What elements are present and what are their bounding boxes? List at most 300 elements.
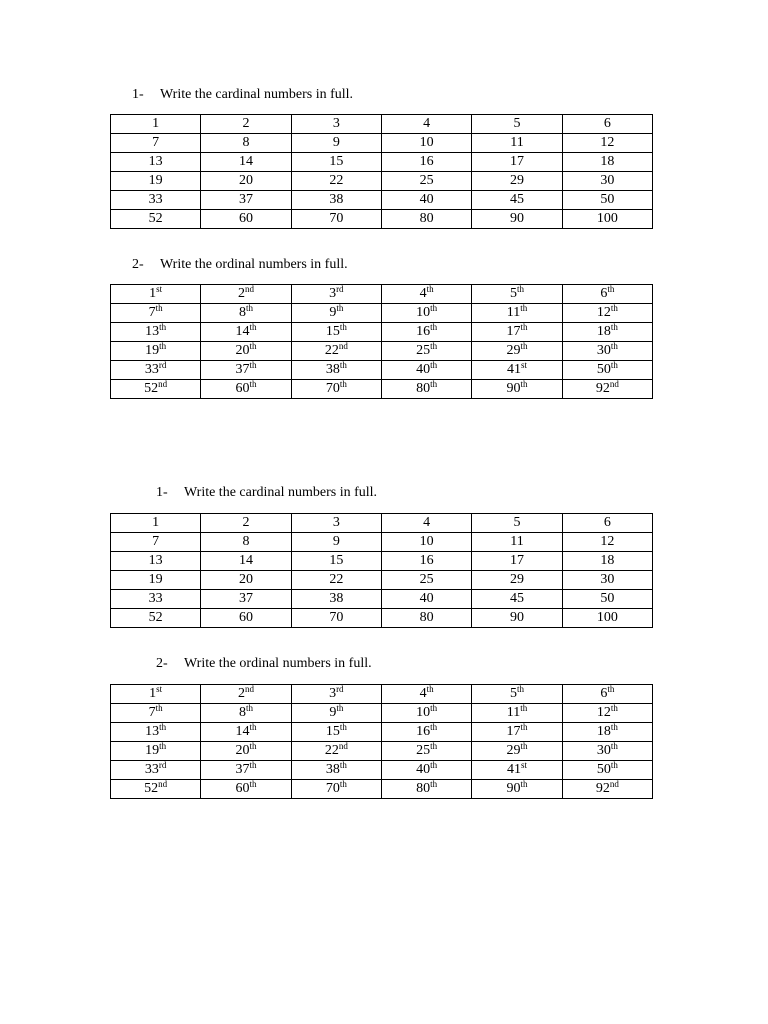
cell-number: 20 <box>235 343 250 358</box>
cell-number: 7 <box>152 135 160 150</box>
table-cell <box>111 210 201 229</box>
cell-number: 13 <box>148 553 163 568</box>
cell-number: 5 <box>509 686 517 701</box>
cell-number: 18 <box>600 154 615 169</box>
cell-number: 33 <box>144 362 159 377</box>
table-cell <box>472 304 562 323</box>
table-cell <box>562 191 652 210</box>
table-cell <box>381 704 471 723</box>
table-cell <box>291 514 381 533</box>
cell-number: 1 <box>149 286 157 301</box>
table-cell <box>201 304 291 323</box>
cell-number: 29 <box>506 343 521 358</box>
table-cell <box>381 609 471 628</box>
ordinal-suffix: th <box>249 360 257 370</box>
ordinal-suffix: th <box>159 741 167 751</box>
cell-number: 50 <box>596 762 611 777</box>
cell-number: 9 <box>332 534 340 549</box>
cell-number: 70 <box>325 781 340 796</box>
cell-number: 17 <box>509 154 524 169</box>
table-cell <box>201 780 291 799</box>
cell-number: 11 <box>510 135 524 150</box>
ordinal-suffix: rd <box>336 684 344 694</box>
table-cell <box>201 172 291 191</box>
section-instruction: Write the cardinal numbers in full. <box>184 485 378 500</box>
ordinal-suffix: th <box>520 703 528 713</box>
table-cell <box>562 285 652 304</box>
ordinal-suffix: th <box>430 303 438 313</box>
table-cell <box>291 172 381 191</box>
cell-number: 8 <box>238 705 246 720</box>
ordinal-suffix: th <box>430 741 438 751</box>
table-cell <box>201 514 291 533</box>
table-cell <box>381 552 471 571</box>
table-cell <box>291 685 381 704</box>
cell-number: 6 <box>603 515 611 530</box>
cell-number: 25 <box>416 743 431 758</box>
cell-number: 25 <box>419 572 434 587</box>
table-cell <box>111 571 201 590</box>
cell-number: 29 <box>509 173 524 188</box>
cell-number: 30 <box>596 343 611 358</box>
cell-number: 5 <box>513 116 521 131</box>
table-row <box>111 323 653 342</box>
table-cell <box>562 115 652 134</box>
cell-number: 15 <box>325 324 340 339</box>
cell-number: 60 <box>238 610 253 625</box>
cell-number: 5 <box>513 515 521 530</box>
table-cell <box>201 723 291 742</box>
ordinal-suffix: th <box>339 322 347 332</box>
table-cell <box>111 609 201 628</box>
table-cell <box>562 609 652 628</box>
table-cell <box>562 742 652 761</box>
cell-number: 5 <box>509 286 517 301</box>
cell-number: 15 <box>329 154 344 169</box>
table-cell <box>201 590 291 609</box>
cell-number: 12 <box>596 705 611 720</box>
cell-number: 70 <box>329 610 344 625</box>
ordinal-suffix: th <box>610 322 618 332</box>
table-cell <box>472 723 562 742</box>
cell-number: 3 <box>332 116 340 131</box>
table-cell <box>562 761 652 780</box>
table-cell <box>111 323 201 342</box>
table-cell <box>381 285 471 304</box>
ordinal-suffix: th <box>155 703 163 713</box>
table-cell <box>291 304 381 323</box>
table-cell <box>111 191 201 210</box>
table-cell <box>111 761 201 780</box>
cell-number: 12 <box>600 135 615 150</box>
table-row <box>111 172 653 191</box>
ordinal-suffix: th <box>520 341 528 351</box>
cell-number: 4 <box>419 286 427 301</box>
ordinal-suffix: st <box>520 360 527 370</box>
table-cell <box>562 780 652 799</box>
cell-number: 45 <box>509 192 524 207</box>
cell-number: 9 <box>329 305 337 320</box>
table-cell <box>201 210 291 229</box>
cell-number: 10 <box>416 705 431 720</box>
table-cell <box>201 134 291 153</box>
section-number: 1- <box>156 485 168 500</box>
cell-number: 70 <box>325 381 340 396</box>
cardinal-numbers-table <box>110 114 653 229</box>
cell-number: 8 <box>238 305 246 320</box>
cell-number: 20 <box>235 743 250 758</box>
cell-number: 25 <box>416 343 431 358</box>
cell-number: 90 <box>509 211 524 226</box>
ordinal-suffix: th <box>430 360 438 370</box>
ordinal-suffix: th <box>249 741 257 751</box>
table-cell <box>562 552 652 571</box>
cell-number: 40 <box>419 591 434 606</box>
section-instruction: Write the ordinal numbers in full. <box>160 257 348 272</box>
ordinal-suffix: nd <box>244 284 254 294</box>
ordinal-suffix: th <box>607 284 615 294</box>
table-cell <box>381 685 471 704</box>
cell-number: 90 <box>506 381 521 396</box>
cell-number: 38 <box>329 591 344 606</box>
cell-number: 40 <box>416 762 431 777</box>
ordinal-suffix: th <box>159 341 167 351</box>
cell-number: 29 <box>506 743 521 758</box>
table-cell <box>381 115 471 134</box>
cell-number: 52 <box>148 610 163 625</box>
cell-number: 10 <box>419 534 434 549</box>
ordinal-suffix: th <box>245 703 253 713</box>
ordinal-suffix: rd <box>336 284 344 294</box>
table-cell <box>562 533 652 552</box>
cell-number: 22 <box>329 572 344 587</box>
table-cell <box>291 342 381 361</box>
ordinal-suffix: th <box>430 703 438 713</box>
cell-number: 2 <box>242 515 250 530</box>
section-heading <box>156 656 372 672</box>
ordinal-numbers-table <box>110 284 653 399</box>
cell-number: 15 <box>329 553 344 568</box>
ordinal-suffix: th <box>520 779 528 789</box>
cell-number: 60 <box>235 381 250 396</box>
cell-number: 18 <box>596 724 611 739</box>
table-cell <box>111 172 201 191</box>
table-cell <box>201 342 291 361</box>
ordinal-suffix: th <box>430 779 438 789</box>
cell-number: 7 <box>148 705 156 720</box>
cell-number: 25 <box>419 173 434 188</box>
ordinal-suffix: nd <box>158 779 168 789</box>
cell-number: 80 <box>416 781 431 796</box>
table-row <box>111 590 653 609</box>
ordinal-suffix: th <box>610 303 618 313</box>
table-cell <box>472 134 562 153</box>
cell-number: 16 <box>416 324 431 339</box>
ordinal-suffix: th <box>336 703 344 713</box>
cell-number: 92 <box>595 781 610 796</box>
table-row <box>111 685 653 704</box>
cell-number: 1 <box>152 116 160 131</box>
ordinal-suffix: nd <box>338 341 348 351</box>
cell-number: 14 <box>235 324 250 339</box>
ordinal-suffix: st <box>520 760 527 770</box>
table-cell <box>291 704 381 723</box>
cell-number: 9 <box>329 705 337 720</box>
table-cell <box>472 210 562 229</box>
cell-number: 15 <box>325 724 340 739</box>
table-row <box>111 514 653 533</box>
table-cell <box>472 380 562 399</box>
table-cell <box>381 514 471 533</box>
cell-number: 12 <box>600 534 615 549</box>
table-cell <box>201 761 291 780</box>
table-cell <box>291 285 381 304</box>
ordinal-suffix: th <box>520 741 528 751</box>
table-cell <box>291 153 381 172</box>
ordinal-suffix: th <box>339 379 347 389</box>
cell-number: 80 <box>416 381 431 396</box>
cell-number: 52 <box>144 381 159 396</box>
cell-number: 20 <box>238 572 253 587</box>
ordinal-suffix: th <box>426 684 434 694</box>
cell-number: 90 <box>506 781 521 796</box>
table-cell <box>562 723 652 742</box>
cell-number: 40 <box>416 362 431 377</box>
table-cell <box>111 361 201 380</box>
section-number: 2- <box>156 656 168 671</box>
ordinal-suffix: th <box>336 303 344 313</box>
cell-number: 6 <box>603 116 611 131</box>
cell-number: 20 <box>238 173 253 188</box>
table-cell <box>201 115 291 134</box>
table-cell <box>111 380 201 399</box>
table-row <box>111 552 653 571</box>
cell-number: 52 <box>144 781 159 796</box>
table-cell <box>562 153 652 172</box>
cell-number: 33 <box>148 591 163 606</box>
table-cell <box>111 685 201 704</box>
table-cell <box>381 723 471 742</box>
table-cell <box>291 780 381 799</box>
table-cell <box>381 153 471 172</box>
table-cell <box>472 323 562 342</box>
cell-number: 30 <box>596 743 611 758</box>
table-row <box>111 609 653 628</box>
cell-number: 37 <box>238 591 253 606</box>
section-instruction: Write the cardinal numbers in full. <box>160 87 354 102</box>
cell-number: 60 <box>235 781 250 796</box>
ordinal-suffix: th <box>520 303 528 313</box>
table-cell <box>562 361 652 380</box>
cell-number: 9 <box>332 135 340 150</box>
cell-number: 38 <box>329 192 344 207</box>
table-cell <box>381 742 471 761</box>
table-cell <box>472 285 562 304</box>
table-cell <box>562 514 652 533</box>
table-cell <box>291 533 381 552</box>
table-cell <box>562 323 652 342</box>
table-cell <box>472 533 562 552</box>
table-cell <box>472 361 562 380</box>
table-cell <box>201 153 291 172</box>
cell-number: 80 <box>419 211 434 226</box>
cell-number: 30 <box>600 173 615 188</box>
cell-number: 13 <box>145 324 160 339</box>
cell-number: 2 <box>237 686 245 701</box>
table-cell <box>562 380 652 399</box>
table-cell <box>472 153 562 172</box>
ordinal-suffix: th <box>430 760 438 770</box>
table-row <box>111 571 653 590</box>
table-cell <box>381 172 471 191</box>
section-number: 2- <box>132 257 144 272</box>
ordinal-suffix: th <box>516 684 524 694</box>
ordinal-suffix: st <box>156 284 163 294</box>
cell-number: 70 <box>329 211 344 226</box>
cell-number: 37 <box>235 362 250 377</box>
table-cell <box>381 342 471 361</box>
cell-number: 19 <box>145 343 160 358</box>
ordinal-suffix: th <box>426 284 434 294</box>
table-cell <box>562 210 652 229</box>
ordinal-suffix: th <box>610 341 618 351</box>
table-cell <box>291 552 381 571</box>
table-row <box>111 380 653 399</box>
table-cell <box>472 609 562 628</box>
cell-number: 45 <box>509 591 524 606</box>
table-cell <box>472 780 562 799</box>
ordinal-suffix: th <box>339 779 347 789</box>
ordinal-suffix: rd <box>158 360 167 370</box>
cell-number: 10 <box>416 305 431 320</box>
table-cell <box>291 571 381 590</box>
ordinal-suffix: th <box>249 760 257 770</box>
table-cell <box>472 115 562 134</box>
table-cell <box>381 210 471 229</box>
table-row <box>111 191 653 210</box>
table-cell <box>111 552 201 571</box>
cell-number: 38 <box>325 362 340 377</box>
table-cell <box>472 571 562 590</box>
section-heading <box>132 257 348 273</box>
cell-number: 40 <box>419 192 434 207</box>
table-cell <box>111 134 201 153</box>
cell-number: 17 <box>506 724 521 739</box>
ordinal-suffix: th <box>249 779 257 789</box>
cell-number: 3 <box>329 286 337 301</box>
table-cell <box>111 342 201 361</box>
table-cell <box>472 685 562 704</box>
table-cell <box>201 552 291 571</box>
cell-number: 17 <box>509 553 524 568</box>
ordinal-suffix: th <box>430 322 438 332</box>
cell-number: 4 <box>423 116 431 131</box>
cell-number: 37 <box>235 762 250 777</box>
table-row <box>111 134 653 153</box>
ordinal-numbers-table <box>110 684 653 799</box>
table-cell <box>562 590 652 609</box>
table-cell <box>201 571 291 590</box>
cell-number: 52 <box>148 211 163 226</box>
table-cell <box>562 342 652 361</box>
ordinal-suffix: th <box>520 379 528 389</box>
table-cell <box>472 742 562 761</box>
table-cell <box>111 704 201 723</box>
table-cell <box>291 723 381 742</box>
table-cell <box>472 172 562 191</box>
cell-number: 19 <box>148 572 163 587</box>
table-cell <box>201 380 291 399</box>
cell-number: 92 <box>595 381 610 396</box>
table-cell <box>472 191 562 210</box>
table-cell <box>111 115 201 134</box>
ordinal-suffix: th <box>249 322 257 332</box>
cell-number: 60 <box>238 211 253 226</box>
table-cell <box>291 323 381 342</box>
ordinal-suffix: th <box>610 741 618 751</box>
table-cell <box>291 380 381 399</box>
table-cell <box>562 571 652 590</box>
cell-number: 22 <box>324 743 339 758</box>
section-instruction: Write the ordinal numbers in full. <box>184 656 372 671</box>
ordinal-suffix: th <box>610 722 618 732</box>
table-cell <box>562 704 652 723</box>
table-cell <box>201 323 291 342</box>
table-cell <box>201 361 291 380</box>
ordinal-suffix: nd <box>609 379 619 389</box>
ordinal-suffix: nd <box>158 379 168 389</box>
table-cell <box>111 533 201 552</box>
table-cell <box>111 780 201 799</box>
table-row <box>111 533 653 552</box>
table-cell <box>201 191 291 210</box>
table-row <box>111 153 653 172</box>
cell-number: 3 <box>329 686 337 701</box>
ordinal-suffix: th <box>516 284 524 294</box>
table-cell <box>291 361 381 380</box>
cell-number: 11 <box>510 534 524 549</box>
table-cell <box>201 609 291 628</box>
table-cell <box>381 533 471 552</box>
table-cell <box>201 285 291 304</box>
ordinal-suffix: th <box>249 341 257 351</box>
cell-number: 6 <box>600 286 608 301</box>
table-cell <box>562 134 652 153</box>
table-cell <box>472 704 562 723</box>
cell-number: 29 <box>509 572 524 587</box>
cell-number: 33 <box>144 762 159 777</box>
cell-number: 6 <box>600 686 608 701</box>
cell-number: 41 <box>506 762 521 777</box>
cell-number: 100 <box>596 610 618 625</box>
table-cell <box>111 723 201 742</box>
ordinal-suffix: th <box>610 760 618 770</box>
cardinal-numbers-table <box>110 513 653 628</box>
table-cell <box>562 172 652 191</box>
cell-number: 50 <box>600 192 615 207</box>
table-cell <box>562 304 652 323</box>
ordinal-suffix: th <box>520 322 528 332</box>
cell-number: 2 <box>242 116 250 131</box>
cell-number: 18 <box>600 553 615 568</box>
ordinal-suffix: nd <box>609 779 619 789</box>
table-cell <box>291 210 381 229</box>
cell-number: 38 <box>325 762 340 777</box>
cell-number: 33 <box>148 192 163 207</box>
ordinal-suffix: th <box>430 722 438 732</box>
ordinal-suffix: th <box>339 360 347 370</box>
cell-number: 13 <box>145 724 160 739</box>
